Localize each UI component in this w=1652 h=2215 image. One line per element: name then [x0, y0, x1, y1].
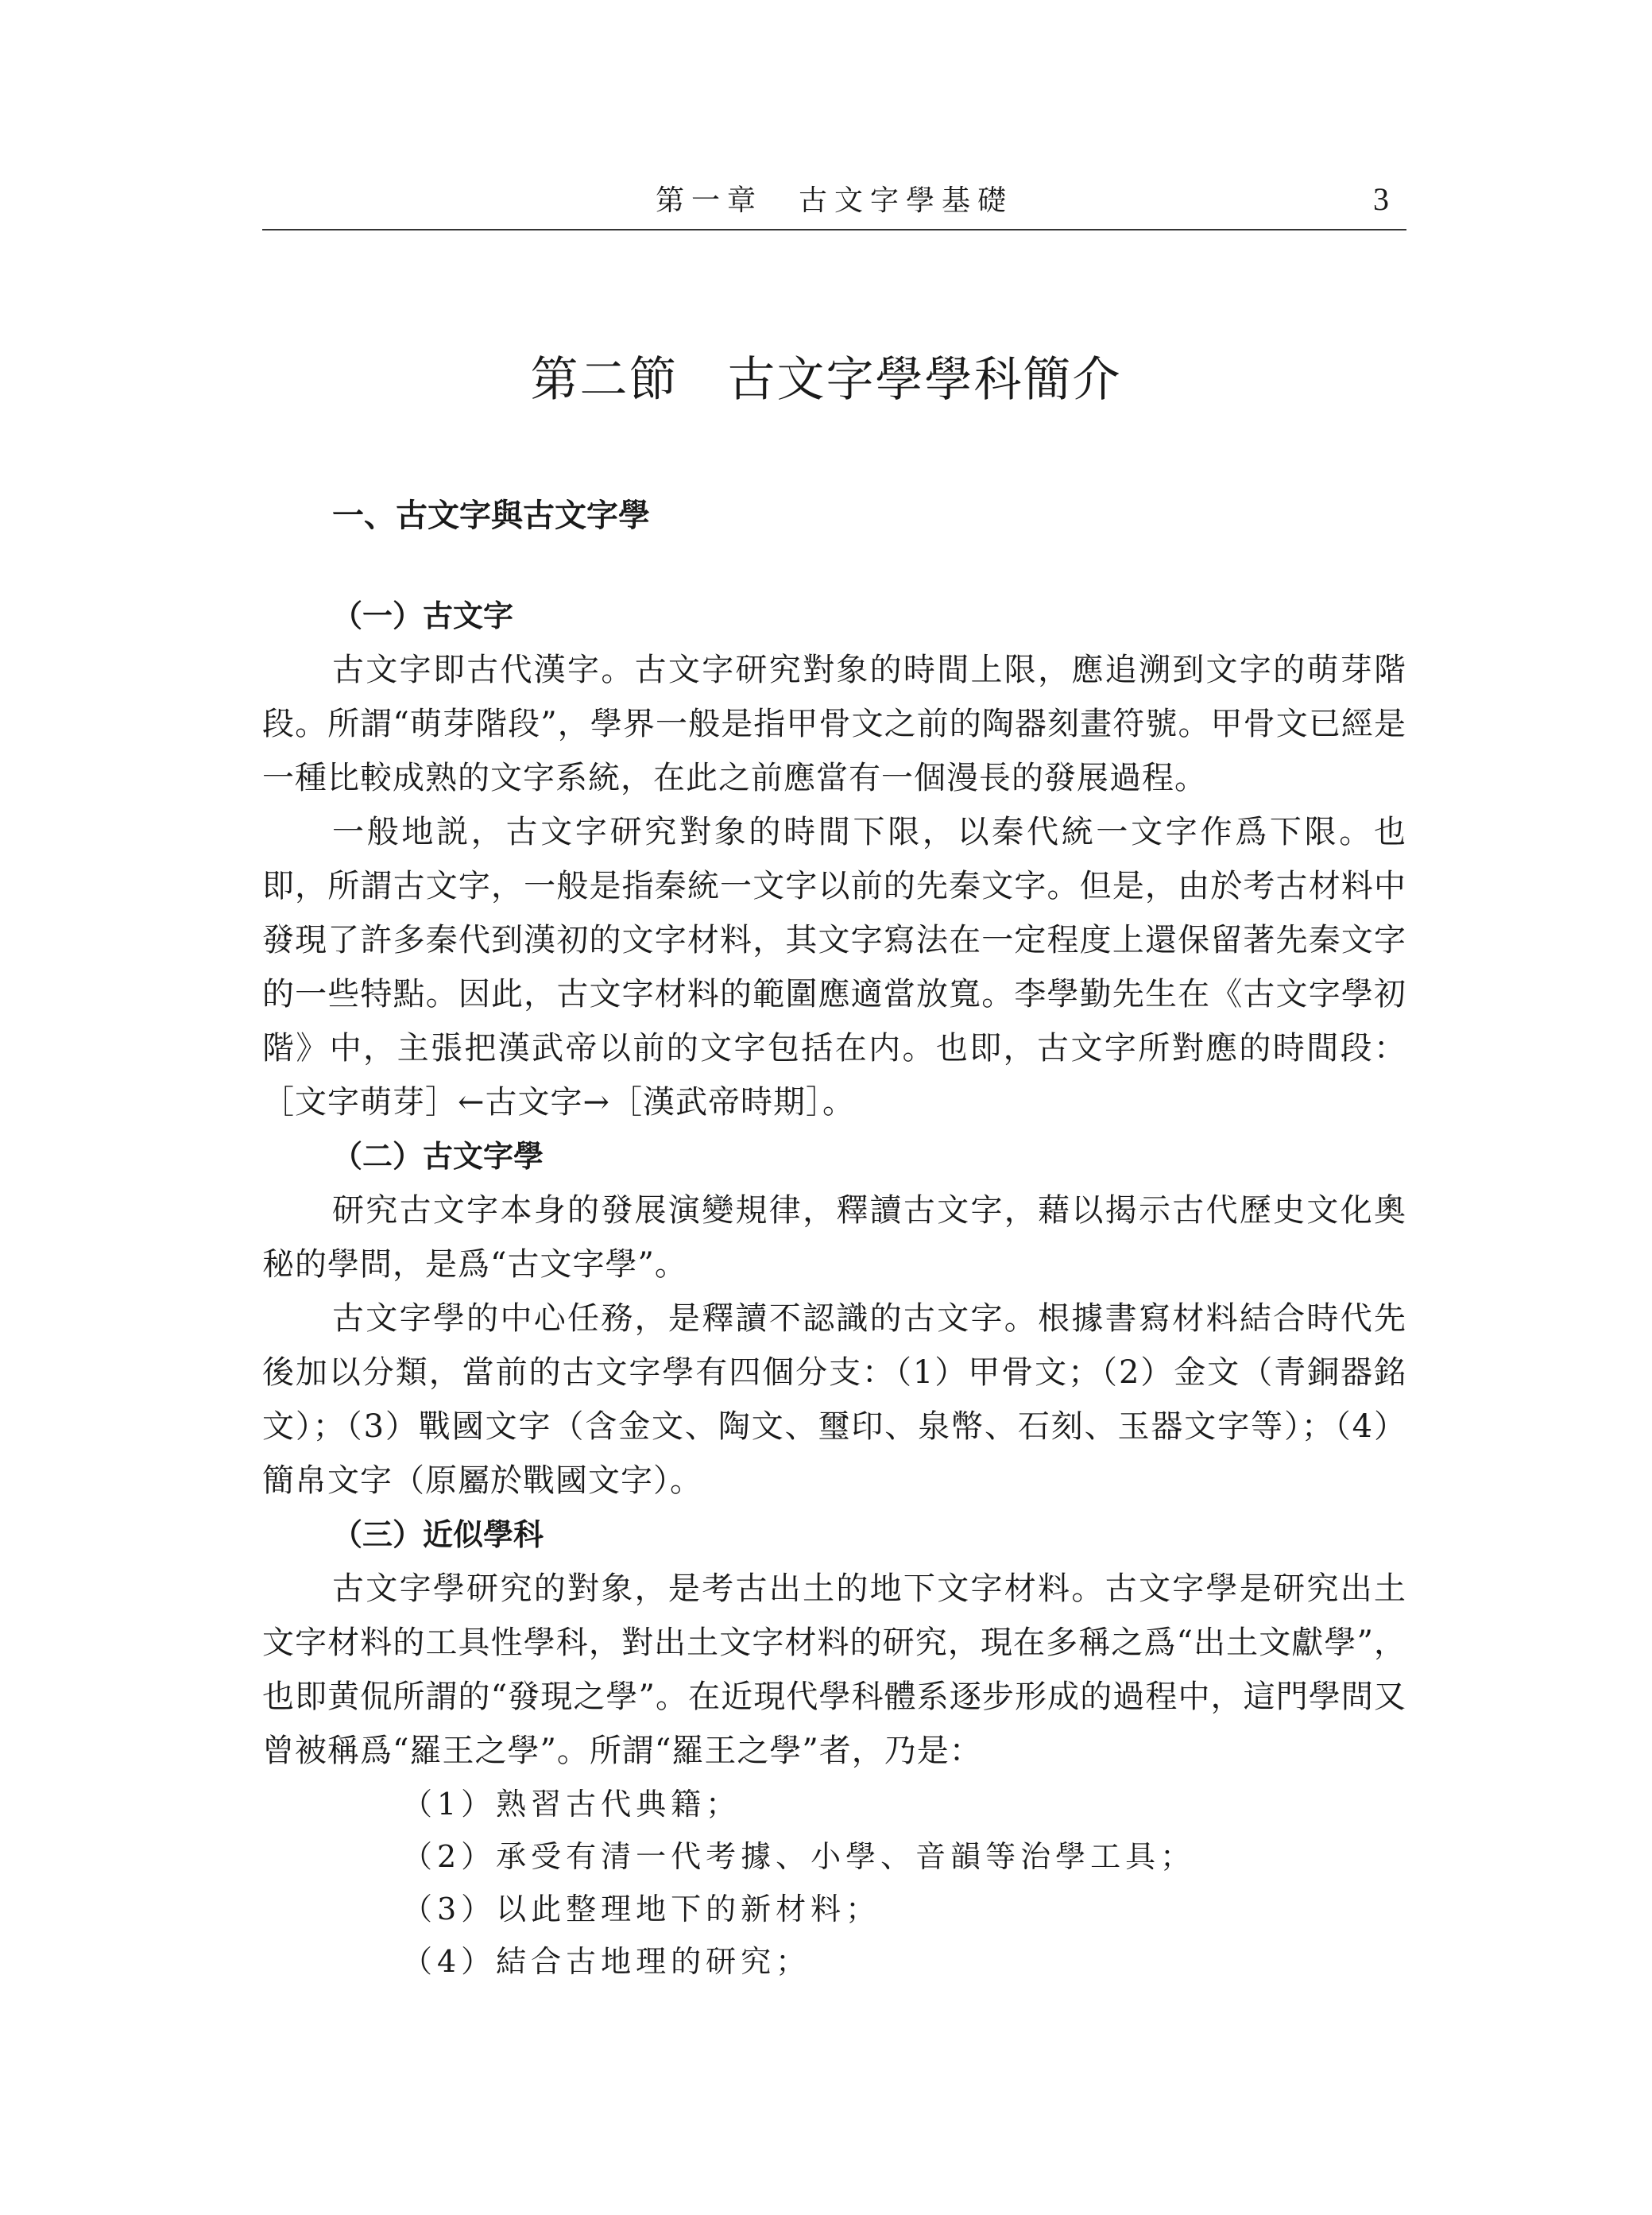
heading-ancient-script-and-paleography: 一、古文字與古文字學	[332, 498, 650, 534]
section-title: 第二節 古文字學學科簡介	[530, 352, 1122, 408]
subheading-ancient-script: （一）古文字	[332, 598, 514, 633]
subheading-related-disciplines: （三）近似學科	[332, 1517, 544, 1552]
list-item: （4）結合古地理的研究；	[402, 1944, 811, 1979]
paragraph: 研究古文字本身的發展演變規律，釋讀古文字，藉以揭示古代歷史文化奧秘的學問，是爲“古文字學”。	[262, 1192, 1406, 1283]
body-text	[262, 486, 1406, 1988]
paragraph: 古文字學的中心任務，是釋讀不認識的古文字。根據書寫材料結合時代先後加以分類，當前的古文字學有四個分支：（1）甲骨文；（2）金文（青銅器銘文）；（3）戰國文字（含金文、陶文、璽印、泉幣、石刻、玉器文字等）；（4）簡帛文字（原屬於戰國文字）。	[262, 1300, 1406, 1499]
list-item: （2）承受有清一代考據、小學、音韻等治學工具；	[402, 1839, 1196, 1874]
subheading-paleography: （二）古文字學	[332, 1139, 544, 1174]
page-number: 3	[1373, 181, 1389, 217]
list-item: （1）熟習古代典籍；	[402, 1787, 741, 1822]
running-title: 第一章 古文字學基礎	[655, 184, 1013, 217]
paragraph: 一般地説，古文字研究對象的時間下限，以秦代統一文字作爲下限。也即，所謂古文字，一般是指秦統一文字以前的先秦文字。但是，由於考古材料中發現了許多秦代到漢初的文字材料，其文字寫法在一定程度上還保留著先秦文字的一些特點。因此，古文字材料的範圍應適當放寬。李學勤先生在《古文字學初階》中，主張把漢武帝以前的文字包括在内。也即，古文字所對應的時間段：［文字萌芽］←古文字→［漢武帝時期］。	[262, 814, 1406, 1121]
list-item: （3）以此整理地下的新材料；	[402, 1892, 881, 1927]
running-header	[262, 181, 1406, 230]
paragraph: 古文字即古代漢字。古文字研究對象的時間上限，應追溯到文字的萌芽階段。所謂“萌芽階段”，學界一般是指甲骨文之前的陶器刻畫符號。甲骨文已經是一種比較成熟的文字系統，在此之前應當有一個漫長的發展過程。	[262, 652, 1406, 796]
paragraph: 古文字學研究的對象，是考古出土的地下文字材料。古文字學是研究出土文字材料的工具性學科，對出土文字材料的研究，現在多稱之爲“出土文獻學”，也即黄侃所謂的“發現之學”。在近現代學科體系逐步形成的過程中，這門學問又曾被稱爲“羅王之學”。所謂“羅王之學”者，乃是：	[262, 1570, 1406, 1769]
